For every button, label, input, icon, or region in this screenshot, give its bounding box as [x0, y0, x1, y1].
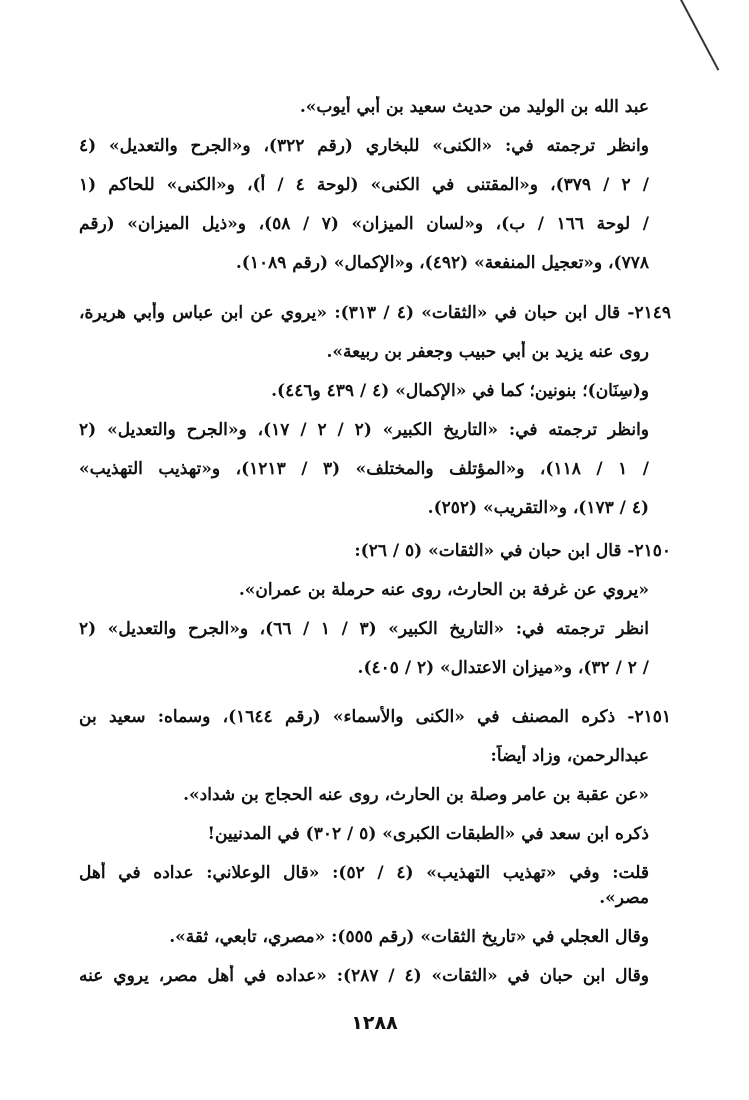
text-line: «عن عقبة بن عامر وصلة بن الحارث، روى عنه الحجاج بن شداد». — [183, 785, 649, 805]
text-line: وانظر ترجمته في: «التاريخ الكبير» (٢ / ٢ / ١٧)، و«الجرح والتعديل» (٢ — [79, 420, 649, 440]
text-line: ٧٧٨)، و«تعجيل المنفعة» (٤٩٢)، و«الإكمال» (رقم ١٠٨٩). — [235, 253, 649, 273]
text-line: مصر». — [599, 888, 649, 908]
entry-2151-heading: ٢١٥١- ذكره المصنف في «الكنى والأسماء» (رقم ١٦٤٤)، وسماه: سعيد بن — [79, 707, 671, 727]
text-line: انظر ترجمته في: «التاريخ الكبير» (٣ / ١ / ٦٦)، و«الجرح والتعديل» (٢ — [79, 619, 649, 639]
scan-mark — [680, 0, 719, 71]
text-line: وانظر ترجمته في: «الكنى» للبخاري (رقم ٣٢٢)، و«الجرح والتعديل» (٤ — [79, 136, 649, 156]
text-line: (٤ / ١٧٣)، و«التقريب» (٢٥٢). — [427, 498, 649, 518]
text-line: / ٢ / ٣٢)، و«ميزان الاعتدال» (٢ / ٤٠٥). — [357, 658, 649, 678]
entry-2149-heading: ٢١٤٩- قال ابن حبان في «الثقات» (٤ / ٣١٣): «يروي عن ابن عباس وأبي هريرة، — [79, 303, 671, 323]
text-line: روى عنه يزيد بن أبي حبيب وجعفر بن ربيعة». — [326, 342, 649, 362]
text-line: وقال ابن حبان في «الثقات» (٤ / ٢٨٧): «عداده في أهل مصر، يروي عنه — [79, 966, 649, 986]
text-line: / لوحة ١٦٦ / ب)، و«لسان الميزان» (٧ / ٥٨)، و«ذيل الميزان» (رقم — [79, 214, 649, 234]
text-line: قلت: وفي «تهذيب التهذيب» (٤ / ٥٢): «قال الوعلاني: عداده في أهل — [79, 863, 649, 883]
text-line: عبد الله بن الوليد من حديث سعيد بن أبي أيوب». — [299, 97, 649, 117]
page-number: ١٢٨٨ — [351, 1012, 398, 1034]
text-line: عبدالرحمن، وزاد أيضاً: — [490, 746, 649, 766]
text-line: «يروي عن غرفة بن الحارث، روى عنه حرملة بن عمران». — [238, 580, 649, 600]
text-line: ذكره ابن سعد في «الطبقات الكبرى» (٥ / ٣٠٢) في المدنيين! — [207, 824, 649, 844]
text-line: و(سِنَان)؛ بنونين؛ كما في «الإكمال» (٤ / ٤٣٩ و٤٤٦). — [271, 381, 649, 401]
entry-2150-heading: ٢١٥٠- قال ابن حبان في «الثقات» (٥ / ٢٦): — [354, 541, 671, 561]
text-line: / ١ / ١١٨)، و«المؤتلف والمختلف» (٣ / ١٢١٣)، و«تهذيب التهذيب» — [79, 459, 649, 479]
text-line: / ٢ / ٣٧٩)، و«المقتنى في الكنى» (لوحة ٤ / أ)، و«الكنى» للحاكم (١ — [79, 175, 649, 195]
text-line: وقال العجلي في «تاريخ الثقات» (رقم ٥٥٥): «مصري، تابعي، ثقة». — [169, 927, 649, 947]
